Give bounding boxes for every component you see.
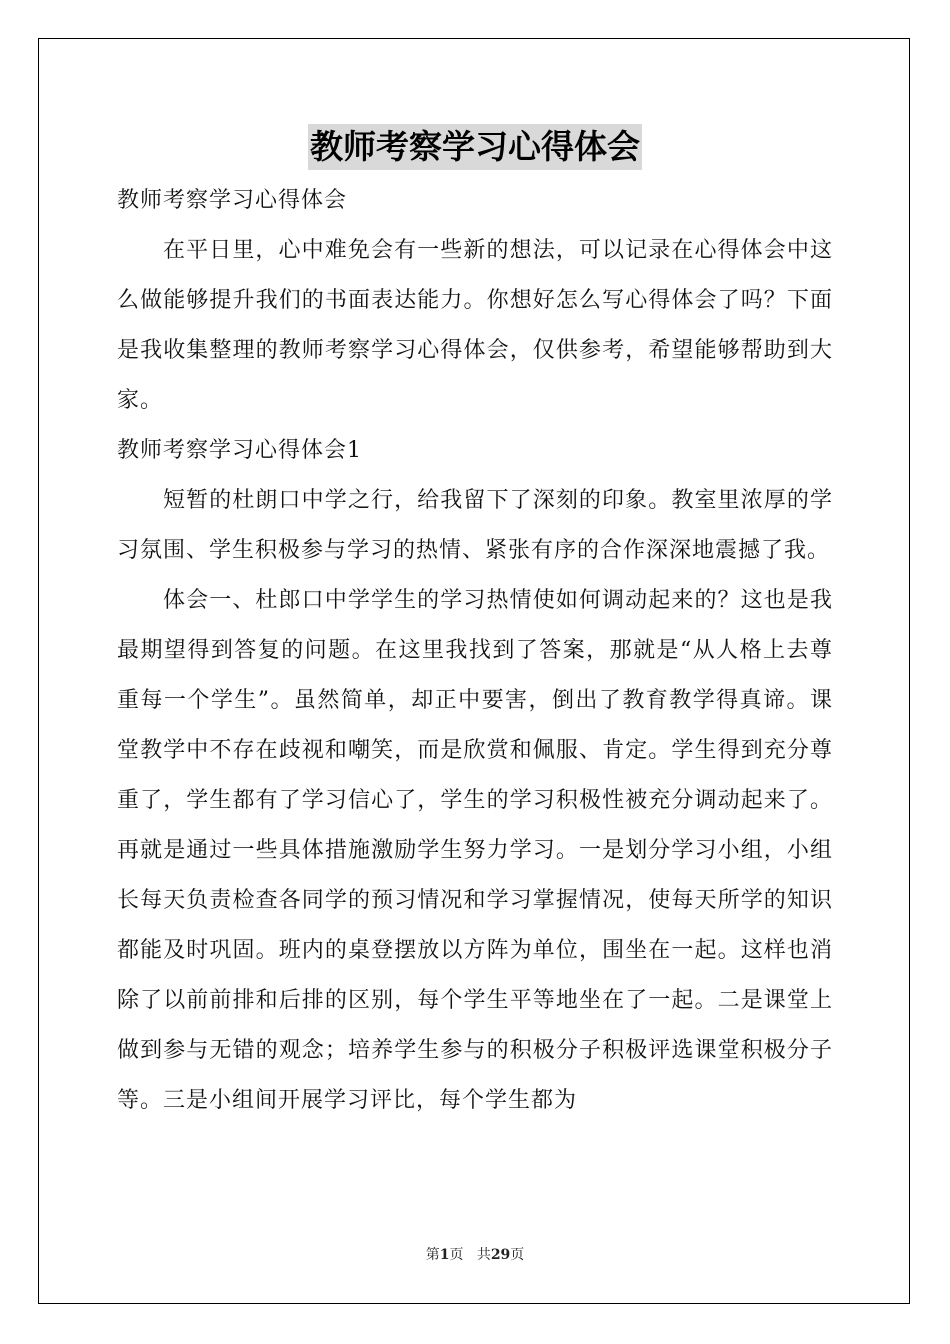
section-heading: 教师考察学习心得体会1 bbox=[117, 438, 362, 463]
document-body bbox=[117, 176, 833, 1126]
document-subtitle: 教师考察学习心得体会 bbox=[117, 188, 348, 213]
title-container bbox=[0, 124, 950, 170]
intro-paragraph: 在平日里，心中难免会有一些新的想法，可以记录在心得体会中这么做能够提升我们的书面表达能力。你想好怎么写心得体会了吗？下面是我收集整理的教师考察学习心得体会，仅供参考，希望能够帮助到大家。 bbox=[117, 238, 833, 413]
body-paragraph: 短暂的杜朗口中学之行，给我留下了深刻的印象。教室里浓厚的学习氛围、学生积极参与学习的热情、紧张有序的合作深深地震撼了我。 bbox=[117, 488, 833, 563]
footer-page-number: 1 bbox=[439, 1247, 450, 1263]
footer-total-prefix: 共 bbox=[476, 1247, 491, 1263]
footer-page-prefix: 第 bbox=[425, 1247, 440, 1263]
body-paragraph: 体会一、杜郎口中学学生的学习热情使如何调动起来的？这也是我最期望得到答复的问题。在这里我找到了答案，那就是“从人格上去尊重每一个学生”。虽然简单，却正中要害，倒出了教育教学得真谛。课堂教学中不存在歧视和嘲笑，而是欣赏和佩服、肯定。学生得到充分尊重了，学生都有了学习信心了，学生的学习积极性被充分调动起来了。再就是通过一些具体措施激励学生努力学习。一是划分学习小组，小组长每天负责检查各同学的预习情况和学习掌握情况，使每天所学的知识都能及时巩固。班内的桌登摆放以方阵为单位，围坐在一起。这样也消除了以前前排和后排的区别，每个学生平等地坐在了一起。二是课堂上做到参与无错的观念；培养学生参与的积极分子积极评选课堂积极分子等。三是小组间开展学习评比，每个学生都为 bbox=[117, 588, 833, 1113]
footer-page-suffix: 页 bbox=[449, 1247, 464, 1263]
document-title: 教师考察学习心得体会 bbox=[308, 124, 642, 170]
footer-total-pages: 29 bbox=[490, 1247, 511, 1263]
page-footer bbox=[0, 1244, 950, 1264]
footer-total-suffix: 页 bbox=[510, 1247, 525, 1263]
